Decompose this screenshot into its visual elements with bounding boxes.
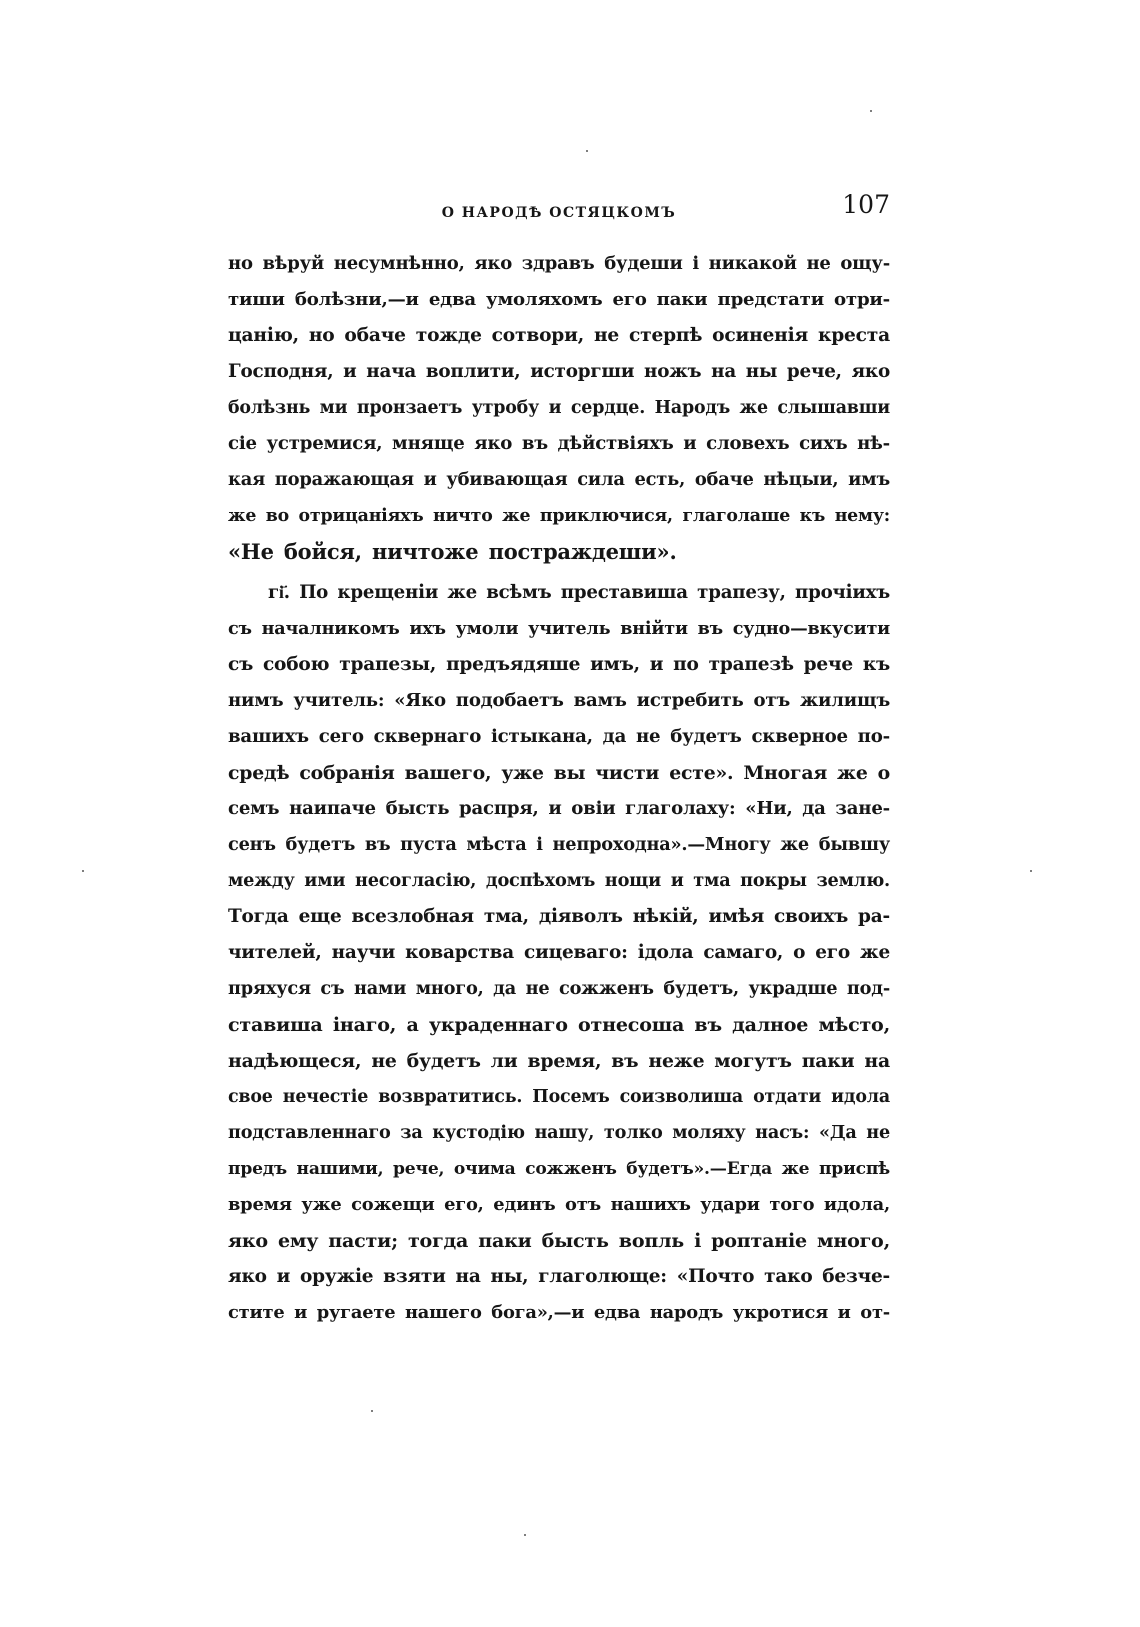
- text-line: предъ нашими, рече, очима сожженъ будетъ».—Егда же приспѣ: [228, 1159, 890, 1179]
- text-line: сіе устремися, мняще яко въ дѣйствіяхъ и словехъ сихъ нѣ-: [228, 433, 890, 454]
- text-line: но вѣруй несумнѣнно, яко здравъ будеши і никакой не ощу-: [228, 253, 890, 274]
- text-line: ставиша інаго, а украденнаго отнесоша въ далное мѣсто,: [228, 1014, 890, 1036]
- scan-speck: [82, 870, 84, 872]
- text-line: съ собою трапезы, предъядяше имъ, и по трапезѣ рече къ: [228, 654, 890, 675]
- text-line: же во отрицаніяхъ ничто же приключися, глаголаше къ нему:: [228, 506, 890, 526]
- text-line: тиши болѣзни,—и едва умоляхомъ его паки предстати отри-: [228, 289, 890, 310]
- text-line: Тогда еще всезлобная тма, діяволъ нѣкій, имѣя своихъ ра-: [228, 906, 890, 927]
- scan-speck: [524, 1534, 526, 1536]
- text-line: средѣ собранія вашего, уже вы чисти есте». Многая же о: [228, 762, 890, 784]
- text-line: чителей, научи коварства сицеваго: ідола самаго, о его же: [228, 942, 890, 963]
- scan-speck: [870, 110, 872, 112]
- text-line: яко и оружіе взяти на ны, глаголюще: «Почто тако безче-: [228, 1266, 890, 1287]
- text-line: семъ наипаче бысть распря, и овіи глаголаху: «Ни, да зане-: [228, 798, 890, 819]
- text-line: время уже сожещи его, единъ отъ нашихъ удари того идола,: [228, 1194, 890, 1215]
- text-line: гі҃. По крещеніи же всѣмъ преставиша трапезу, прочіихъ: [268, 582, 890, 603]
- text-line: сенъ будетъ въ пуста мѣста і непроходна».—Многу же бывшу: [228, 834, 890, 855]
- text-line: надѣющеся, не будетъ ли время, въ неже могутъ паки на: [228, 1050, 890, 1072]
- text-line: «Не бойся, ничтоже постраждеши».: [228, 539, 677, 564]
- text-line: свое нечестіе возвратитись. Посемъ соизволиша отдати идола: [228, 1087, 890, 1107]
- page-number: 107: [842, 190, 890, 219]
- text-line: вашихъ сего сквернаго істыкана, да не будетъ скверное по-: [228, 726, 890, 747]
- text-line: Господня, и нача воплити, исторгши ножъ на ны рече, яко: [228, 361, 890, 382]
- text-line: яко ему пасти; тогда паки бысть вопль і роптаніе много,: [228, 1230, 890, 1252]
- text-line: пряхуся съ нами много, да не сожженъ будетъ, украдше под-: [228, 978, 890, 999]
- text-line: цанію, но обаче тожде сотвори, не стерпѣ осиненія креста: [228, 325, 890, 346]
- text-line: подставленнаго за кустодію нашу, толко моляху насъ: «Да не: [228, 1122, 890, 1143]
- text-line: съ началникомъ ихъ умоли учитель внійти въ судно—вкусити: [228, 618, 890, 639]
- scan-speck: [1030, 870, 1032, 872]
- paragraph-1: [228, 246, 890, 570]
- text-line: нимъ учитель: «Яко подобаетъ вамъ истребить отъ жилищъ: [228, 690, 890, 711]
- page-header: [228, 190, 890, 234]
- paragraph-2: [228, 575, 890, 1331]
- text-line: кая поражающая и убивающая сила есть, обаче нѣцыи, имъ: [228, 469, 890, 490]
- text-line: болѣзнь ми пронзаетъ утробу и сердце. Народъ же слышавши: [228, 398, 890, 418]
- scan-speck: [371, 1410, 373, 1412]
- text-line: между ими несогласію, доспѣхомъ нощи и тма покры землю.: [228, 870, 890, 891]
- body-text: [228, 246, 890, 1331]
- text-line: стите и ругаете нашего бога»,—и едва народъ укротися и от-: [228, 1302, 890, 1323]
- scan-speck: [586, 150, 588, 152]
- running-title: О НАРОДѢ ОСТЯЦКОМЪ: [441, 205, 677, 221]
